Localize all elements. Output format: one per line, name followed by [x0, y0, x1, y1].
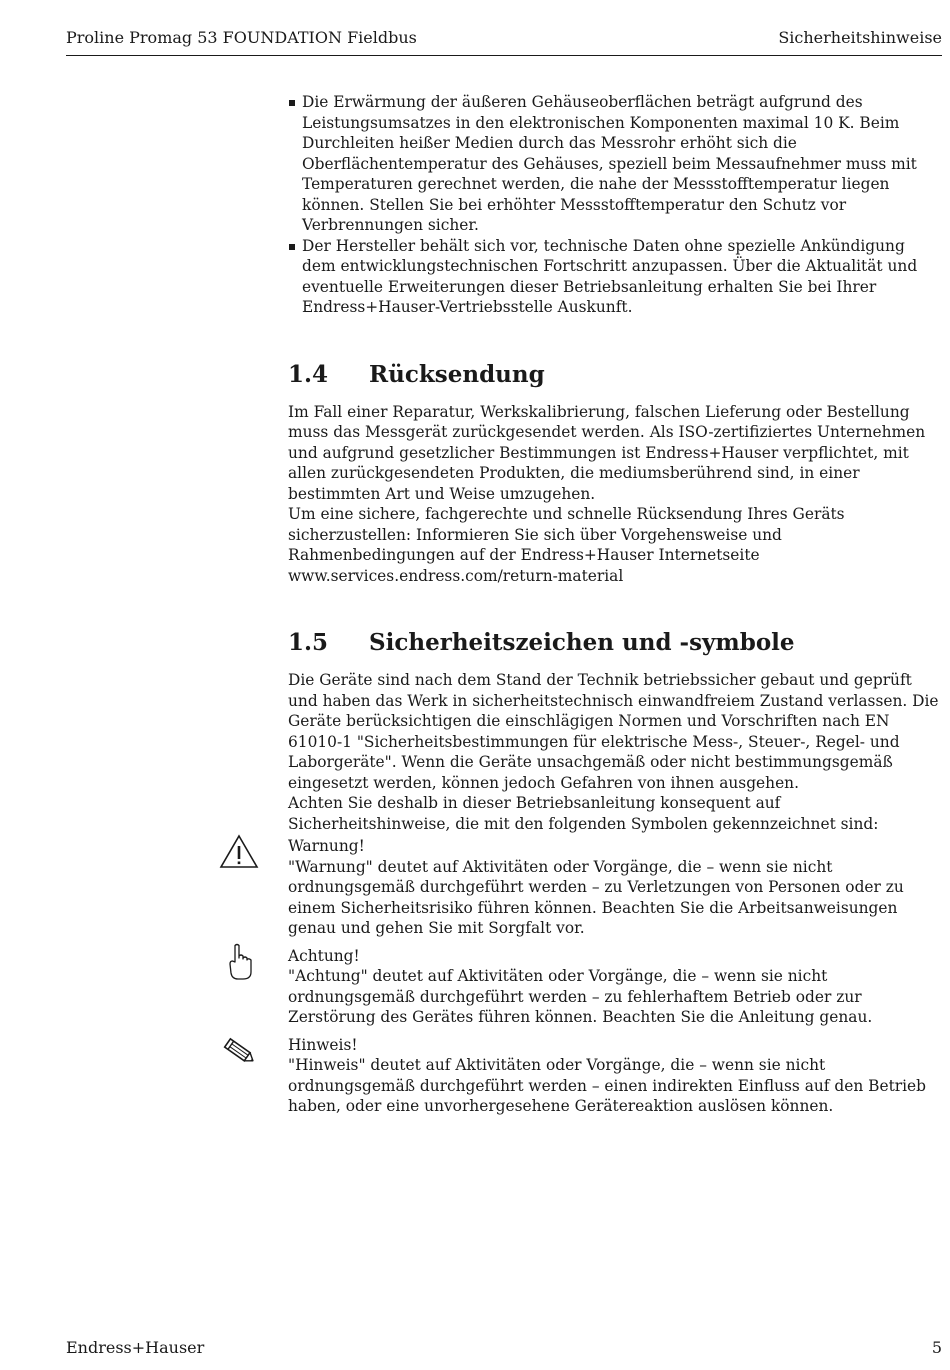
hint-text: "Warnung" deutet auf Aktivitäten oder Vorgänge, die – wenn sie nicht ordnungsgemäß durchgeführt werden – zu Verletzungen von Personen oder zu einem Sicherheitsrisiko führen können. Beachten Sie die Arbeitsanweisungen genau und gehen Sie mit Sorgfalt vor.: [288, 857, 904, 937]
hint-title: Hinweis!: [288, 1035, 358, 1054]
hint-title: Warnung!: [288, 837, 365, 855]
section-return: [288, 360, 942, 587]
section-heading: [288, 628, 942, 658]
section-title: Rücksendung: [369, 360, 545, 388]
warning-hint: [288, 836, 942, 939]
paragraph: Im Fall einer Reparatur, Werkskalibrierung, falschen Lieferung oder Bestellung muss das Messgerät zurückgesendet werden. Als ISO-zertifiziertes Unternehmen und aufgrund gesetzlicher Bestimmungen ist Endress+Hauser verpflichtet, mit allen zurückgesendeten Produkten, die mediumsberührend sind, in einer bestimmten Art und Weise umzugehen.: [288, 402, 926, 503]
hint-title: Achtung!: [288, 946, 360, 965]
bullet-square-icon: [289, 100, 295, 106]
caution-hint: [288, 946, 942, 1028]
hint-text: "Achtung" deutet auf Aktivitäten oder Vorgänge, die – wenn sie nicht ordnungsgemäß durchgeführt werden – zu fehlerhaftem Betrieb oder zur Zerstörung des Gerätes führen können. Beachten Sie die Anleitung genau.: [288, 967, 873, 1026]
bullet-list: [288, 92, 942, 318]
bullet-square-icon: [289, 244, 295, 250]
paragraph: Die Geräte sind nach dem Stand der Technik betriebssicher gebaut und geprüft und haben das Werk in sicherheitstechnisch einwandfreiem Zustand verlassen. Die Geräte berücksichtigen die einschlägigen Normen und Vorschriften nach EN 61010-1 "Sicherheitsbestimmungen für elektrische Mess-, Steuer-, Regel- und Laborgeräte". Wenn die Geräte unsachgemäß oder nicht bestimmungsgemäß eingesetzt werden, können jedoch Gefahren von ihnen ausgehen.: [288, 671, 939, 792]
section-title: Sicherheitszeichen und -symbole: [369, 629, 795, 656]
section-number: 1.4: [288, 360, 329, 388]
header-divider: [66, 55, 942, 56]
section-number: 1.5: [288, 629, 329, 656]
footer-brand: Endress+Hauser: [66, 1338, 205, 1357]
raised-finger-icon: [218, 942, 260, 982]
list-item-text: Die Erwärmung der äußeren Gehäuseoberflächen beträgt aufgrund des Leistungsumsatzes in den elektronischen Komponenten maximal 10 K. Beim Durchleiten heißer Medien durch das Messrohr erhöht sich die Oberflächentemperatur des Gehäuses, speziell beim Messaufnehmer muss mit Temperaturen gerechnet werden, die nahe der Messstofftemperatur liegen können. Stellen Sie bei erhöhter Messstofftemperatur den Schutz vor Verbrennungen sicher.: [302, 93, 917, 234]
page-number: 5: [931, 1338, 942, 1357]
list-item: [288, 92, 942, 236]
hint-text: "Hinweis" deutet auf Aktivitäten oder Vorgänge, die – wenn sie nicht ordnungsgemäß durchgeführt werden – einen indirekten Einfluss auf den Betrieb haben, oder eine unvorhergesehene Gerätereaktion auslösen können.: [288, 1056, 926, 1115]
page-content: [288, 92, 942, 1117]
section-safety-symbols: [288, 628, 942, 1117]
list-item: [288, 236, 942, 318]
running-header-title: Proline Promag 53 FOUNDATION Fieldbus: [66, 28, 417, 47]
warning-triangle-icon: [218, 832, 260, 872]
section-heading: [288, 360, 942, 390]
running-header-section: Sicherheitshinweise: [778, 28, 942, 47]
list-item-text: Der Hersteller behält sich vor, technische Daten ohne spezielle Ankündigung dem entwicklungstechnischen Fortschritt anzupassen. Über die Aktualität und eventuelle Erweiterungen dieser Betriebsanleitung erhalten Sie bei Ihrer Endress+Hauser-Vertriebsstelle Auskunft.: [302, 236, 918, 316]
paragraph: Um eine sichere, fachgerechte und schnelle Rücksendung Ihres Geräts sicherzustellen: Informieren Sie sich über Vorgehensweise und Rahmenbedingungen auf der Endress+Hauser Internetseite www.services.endress.com/return-material: [288, 505, 845, 585]
paragraph: Achten Sie deshalb in dieser Betriebsanleitung konsequent auf Sicherheitshinweise, die mit den folgenden Symbolen gekennzeichnet sind:: [288, 794, 879, 833]
pencil-icon: [218, 1031, 260, 1071]
note-hint: [288, 1035, 942, 1117]
